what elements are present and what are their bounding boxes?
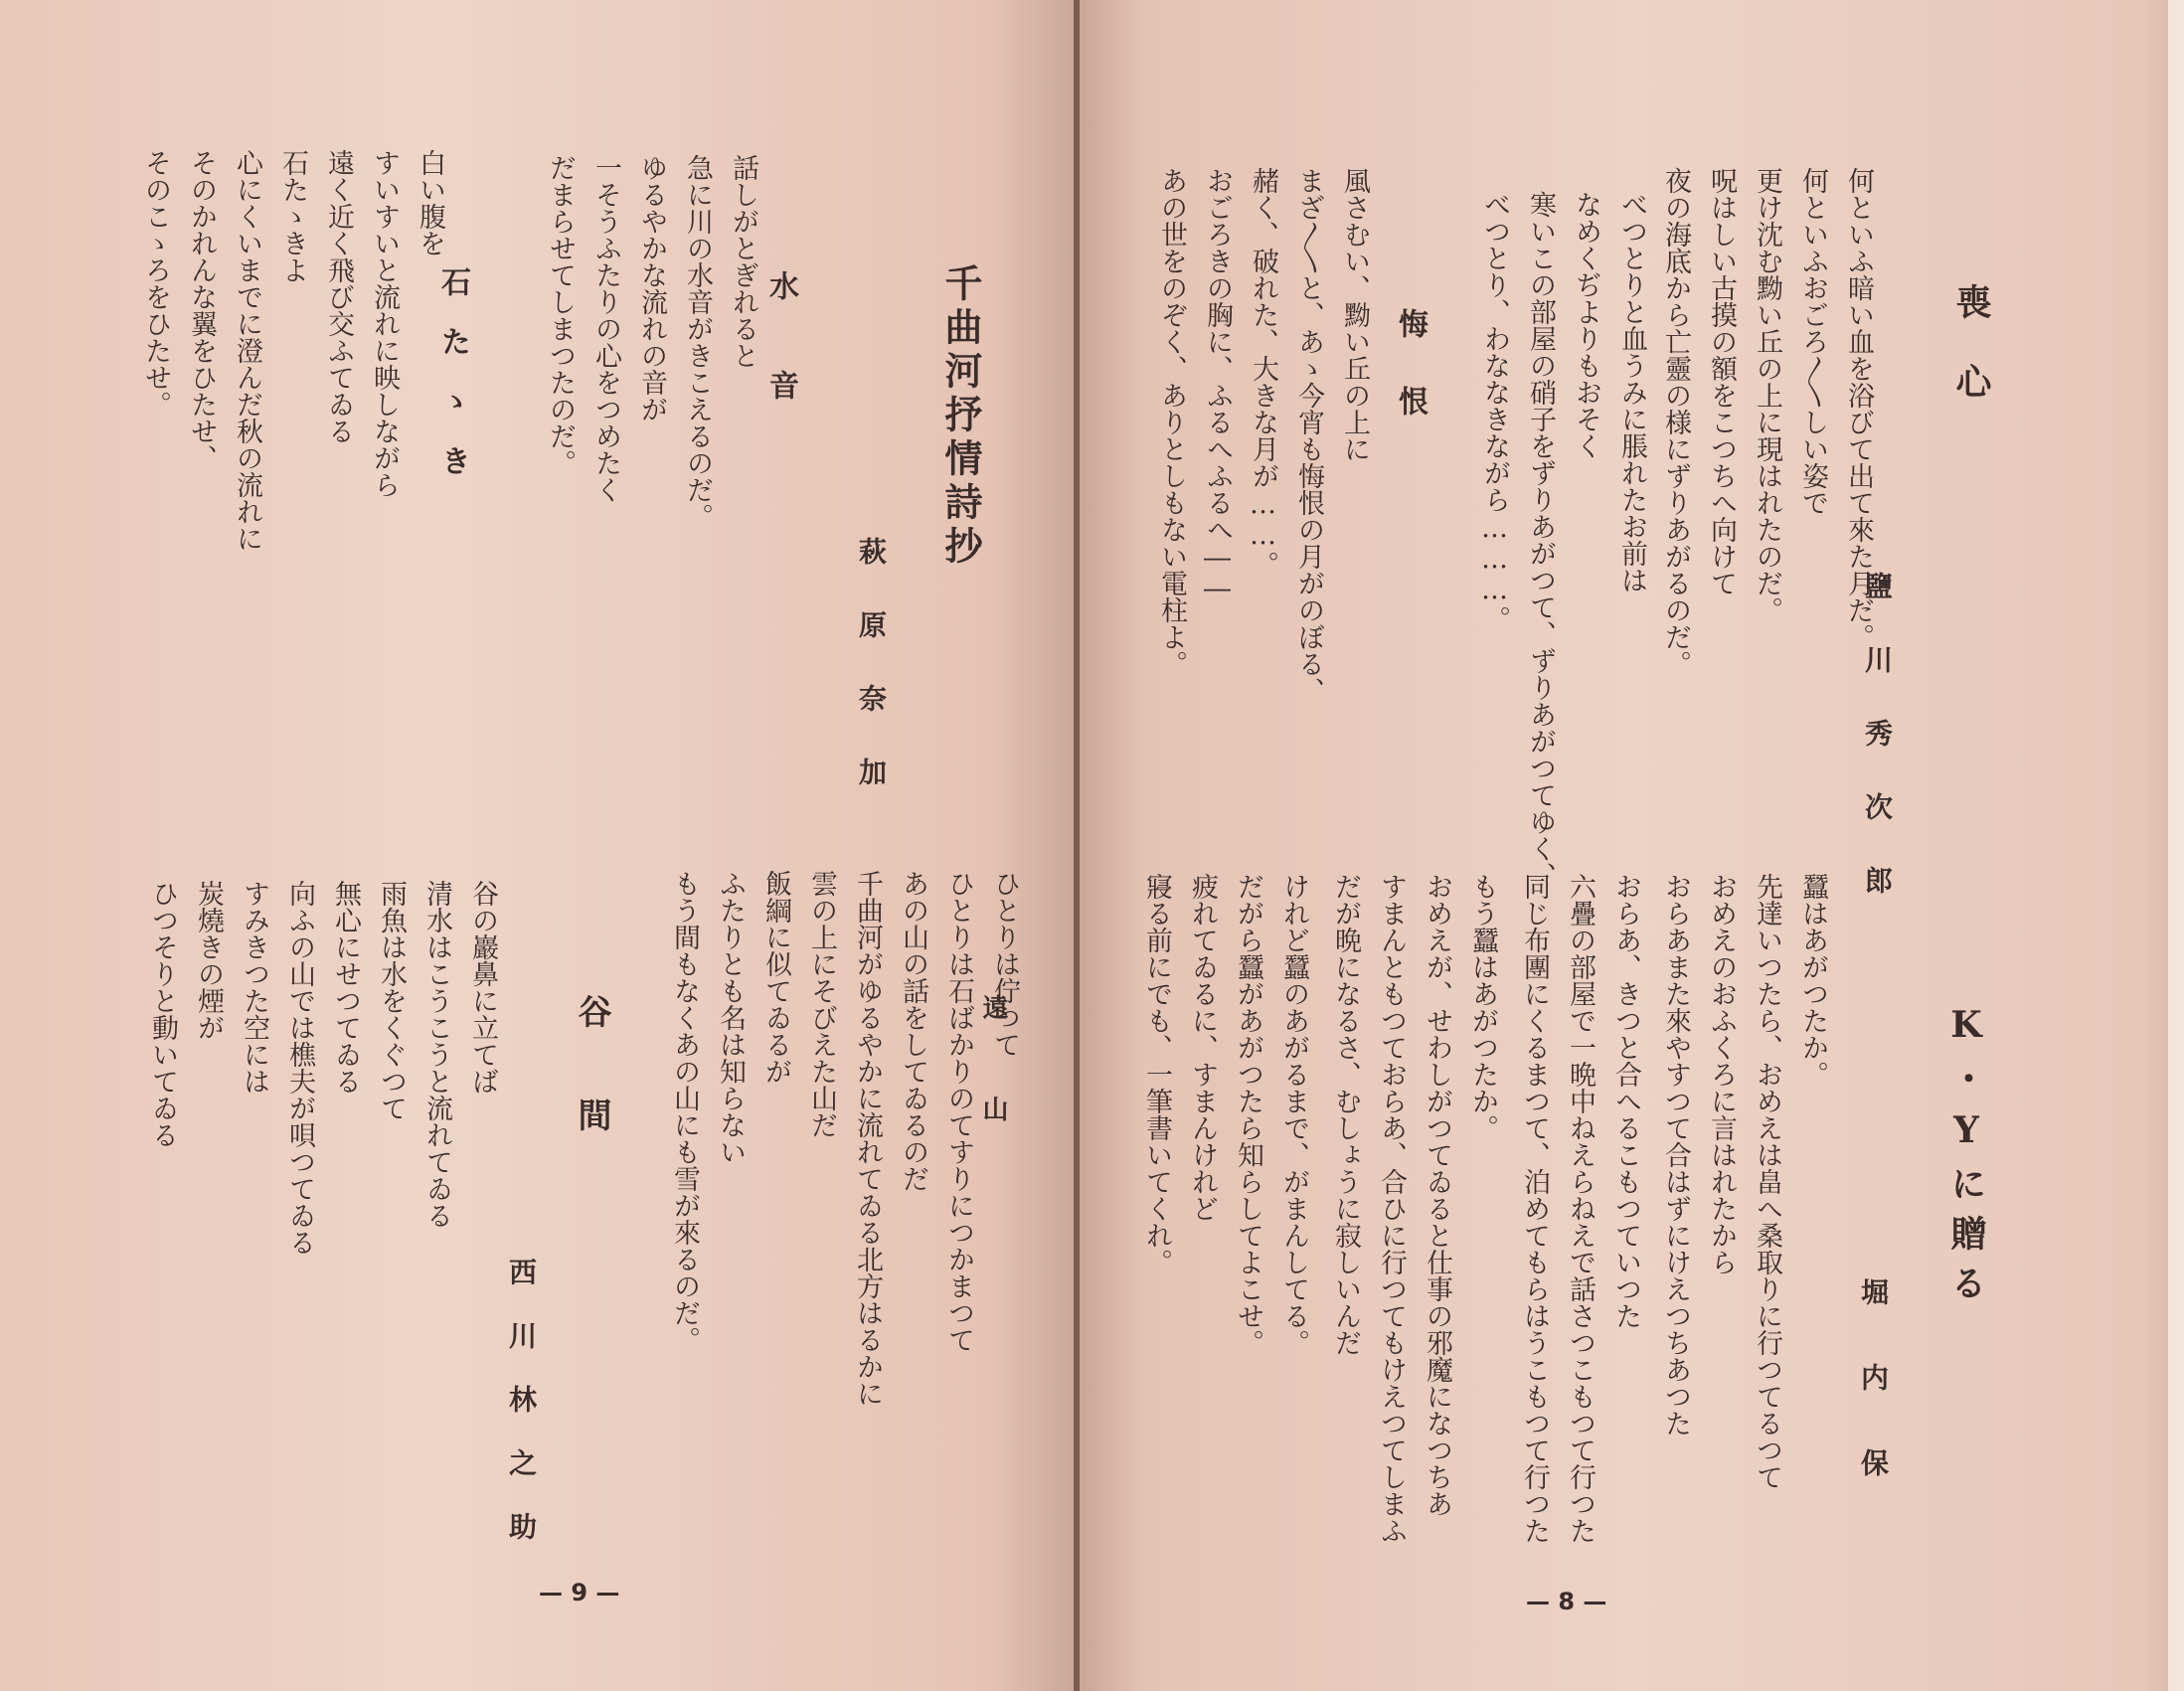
poem-lines-soushin-2 xyxy=(1471,191,1654,889)
poem-title-kaikon: 悔恨 xyxy=(1393,308,1428,463)
poem-line: おらあまた來やすつて合はずにけえつちあつた xyxy=(1660,873,1691,1437)
poem-line: 六疊の部屋で一晩中ねえらねえで話さつこもつて行つた xyxy=(1565,873,1596,1544)
poem-line: なめくぢよりもおそく xyxy=(1571,191,1601,459)
book-spine xyxy=(1074,0,1080,1691)
poem-line: そのこゝろをひたせ。 xyxy=(140,149,171,418)
poem-title-tanima: 谷間 xyxy=(572,994,611,1201)
poem-line: あの世をのぞく、ありとしもない電柱よ。 xyxy=(1156,167,1187,677)
poem-line: 雨魚は水をくぐつて xyxy=(376,880,407,1121)
poem-author-horiuchi: 堀内保 xyxy=(1857,1277,1890,1534)
poem-line: 向ふの山では樵夫が唄つてゐる xyxy=(284,880,315,1256)
poem-lines-kaikon xyxy=(1148,167,1377,704)
poem-line: だがら蠶があがつたら知らしてよこせ。 xyxy=(1233,873,1263,1356)
poem-line: 疲れてゐるに、すまんけれど xyxy=(1187,873,1218,1222)
poem-line: 寢る前にでも、一筆書いてくれ。 xyxy=(1141,873,1172,1275)
poem-line: 心にくいまでに澄んだ秋の流れに xyxy=(232,149,262,552)
poem-line: 更け沈む黝い丘の上に現はれたのだ。 xyxy=(1752,167,1782,623)
poem-line: 無心にせつてゐる xyxy=(330,880,361,1095)
poem-line: そのかれんな翼をひたせ、 xyxy=(186,149,217,471)
poem-lines-ky-1 xyxy=(1652,873,1835,1490)
poem-title-soushin: 喪心 xyxy=(1950,283,1992,442)
poem-line: ゆるやかな流れの音が xyxy=(636,154,667,423)
page-number-8: — 8 — xyxy=(1526,1588,1607,1615)
poem-title-mizuoto: 水音 xyxy=(763,270,798,469)
poem-line: 寒いこの部屋の硝子をずりあがつて、ずりあがつてゆく、 xyxy=(1525,191,1556,889)
poem-line: おめえのおふくろに言はれたから xyxy=(1706,873,1737,1275)
poem-line: 石たゝきよ xyxy=(277,149,308,283)
poem-line: ひつそりと動いてゐる xyxy=(147,880,178,1148)
poem-line: おめえが、せわしがつてゐると仕事の邪魔になつちあ xyxy=(1422,873,1452,1517)
poem-line: 遠く近く飛び交ふてゐる xyxy=(323,149,354,444)
poem-line: べつとり、わななきながら………。 xyxy=(1479,191,1510,632)
poem-line: けれど蠶のあがるまで、がまんしてる。 xyxy=(1278,873,1309,1356)
poem-title-ky: K・Yに贈る xyxy=(1945,1004,1987,1314)
poem-line: ひとりは石ばかりのてすりにつかまつて xyxy=(943,870,974,1353)
poem-lines-mizuoto xyxy=(537,154,765,530)
poem-lines-tanima xyxy=(139,880,505,1256)
poem-line: 先達いつたら、おめえは畠へ桑取りに行つてるつて xyxy=(1752,873,1782,1490)
poem-line: あの山の話をしてゐるのだ xyxy=(898,870,928,1192)
poem-title-tooyama: 遠山 xyxy=(978,994,1008,1197)
poem-line: 清水はこうこうと流れてゐる xyxy=(421,880,452,1229)
poem-lines-ky-3 xyxy=(1322,873,1505,1544)
poem-line: 飯綱に似てゐるが xyxy=(760,870,791,1085)
poem-author-nishikawa: 西川林之助 xyxy=(505,1258,538,1576)
section-author-hagiwara: 萩原奈加 xyxy=(855,537,888,831)
poem-line: 急に川の水音がきこえるのだ。 xyxy=(682,154,713,530)
poem-lines-ky-2 xyxy=(1511,873,1648,1544)
poem-lines-tooyama xyxy=(661,870,1027,1407)
poem-lines-soushin-1 xyxy=(1652,167,1881,677)
poem-line: べつとりと血うみに脹れたお前は xyxy=(1616,191,1647,593)
poem-line: すいすいと流れに映しながら xyxy=(369,149,400,498)
section-title-chikuma: 千曲河抒情詩抄 xyxy=(938,263,983,570)
poem-line: 一そうふたりの心をつめたく xyxy=(590,154,621,503)
page-edge xyxy=(2168,0,2184,1691)
poem-line: 呪はしい古摸の額をこつちへ向けて xyxy=(1706,167,1737,596)
poem-line: 千曲河がゆるやかに流れてゐる北方はるかに xyxy=(852,870,883,1407)
poem-line: おごろきの胸に、ふるへふるへ―― xyxy=(1202,167,1233,604)
poem-line: 夜の海底から亡靈の様にずりあがるのだ。 xyxy=(1660,167,1691,677)
poem-line: だまらせてしまつたのだ。 xyxy=(545,154,576,476)
poem-line: もう蠶はあがつたか。 xyxy=(1467,873,1498,1141)
poem-lines-ky-4 xyxy=(1133,873,1316,1356)
poem-line: すまんともつておらあ、合ひに行つてもけえつてしまふ xyxy=(1376,873,1407,1544)
poem-line: まざ〳〵と、あゝ今宵も悔恨の月がのぼる、 xyxy=(1293,167,1324,704)
poem-title-ishitataki: 石たゝき xyxy=(435,266,470,505)
poem-line: ふたりとも名は知らない xyxy=(715,870,746,1165)
poem-line: 雲の上にそびえた山だ xyxy=(806,870,837,1138)
poem-line: 何といふ暗い血を浴びて出て來た月だ。 xyxy=(1843,167,1874,650)
poem-line: 蠶はあがつたか。 xyxy=(1797,873,1828,1088)
poem-line: だが晩になるさ、むしょうに寂しいんだ xyxy=(1330,873,1361,1356)
poem-line: おらあ、きつと合へるこもつていつた xyxy=(1610,873,1641,1329)
poem-line: 白い腹を xyxy=(415,149,445,256)
poem-line: 何といふおごろ〳〵しい姿で xyxy=(1797,167,1828,516)
poem-line: 赭く、破れた、大きな月が……。 xyxy=(1248,167,1278,578)
poem-author-shiokawa: 鹽川秀次郎 xyxy=(1861,572,1894,939)
poem-line: もう間もなくあの山にも雪が來るのだ。 xyxy=(669,870,700,1353)
page-number-9: — 9 — xyxy=(539,1579,620,1606)
poem-line: 同じ布團にくるまつて、泊めてもらはうこもつて行つた xyxy=(1519,873,1550,1544)
poem-line: 谷の巖鼻に立てば xyxy=(467,880,498,1095)
poem-line: 炭燒きの煙が xyxy=(193,880,224,1041)
poem-line: 話しがとぎれると xyxy=(728,154,758,369)
poem-line: ひとりは佇つて xyxy=(989,870,1020,1058)
poem-lines-ishitataki xyxy=(132,149,452,552)
poem-line: すみきつた空には xyxy=(239,880,269,1095)
poem-line: 風さむい、黝い丘の上に xyxy=(1339,167,1370,462)
